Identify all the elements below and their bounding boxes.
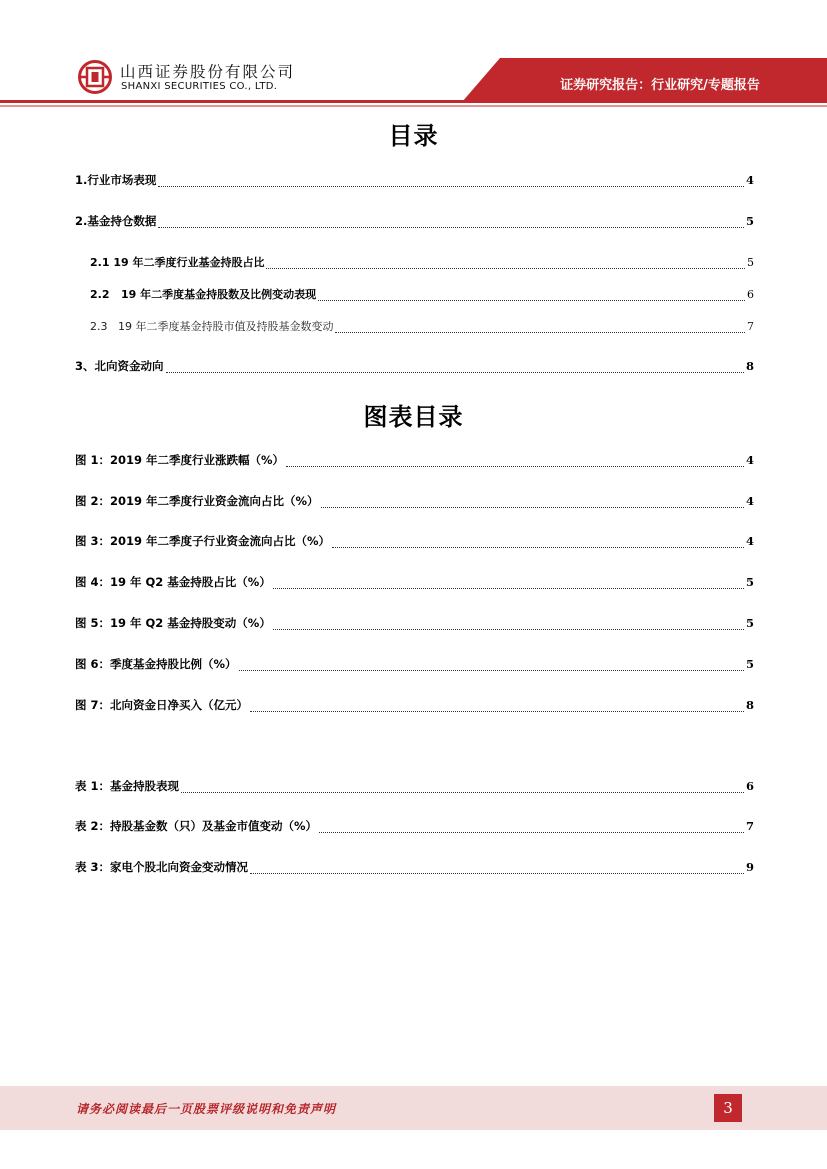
company-name-cn: 山西证券股份有限公司: [120, 63, 296, 81]
leader-dots: [332, 546, 744, 548]
figure-entry-page: 5: [745, 616, 754, 630]
figure-entry-label: 图 7：北向资金日净买入（亿元）: [75, 698, 249, 712]
table-entry-label: 表 3：家电个股北向资金变动情况: [75, 860, 249, 874]
figures-toc-title: 图表目录: [363, 403, 464, 431]
toc-entry-page: 4: [745, 173, 754, 187]
toc-entry-page: 6: [747, 288, 754, 301]
company-logo: [78, 60, 112, 94]
leader-dots: [266, 267, 745, 269]
table-entry[interactable]: [75, 818, 754, 836]
table-entry-page: 6: [745, 779, 754, 793]
page-number: 3: [714, 1094, 742, 1122]
leader-dots: [318, 299, 745, 301]
toc-entry-label: 2.3 19 年二季度基金持股市值及持股基金数变动: [90, 320, 334, 333]
figure-entry-page: 5: [745, 657, 754, 671]
toc-entry-label: 1.行业市场表现: [75, 173, 157, 187]
leader-dots: [335, 331, 745, 333]
leader-dots: [158, 185, 744, 187]
header-banner: [0, 0, 827, 110]
toc-entry[interactable]: [90, 254, 754, 272]
table-entry-label: 表 2：持股基金数（只）及基金市值变动（%）: [75, 819, 318, 833]
toc-entry[interactable]: [90, 286, 754, 304]
company-name-en: SHANXI SECURITIES CO., LTD.: [121, 81, 278, 92]
leader-dots: [286, 465, 744, 467]
figure-entry[interactable]: [75, 452, 754, 470]
figure-entry-page: 4: [745, 534, 754, 548]
leader-dots: [321, 506, 744, 508]
toc-entry-page: 7: [747, 320, 754, 333]
figure-entry-page: 8: [745, 698, 754, 712]
figure-entry-label: 图 4：19 年 Q2 基金持股占比（%）: [75, 575, 271, 589]
figure-entry[interactable]: [75, 533, 754, 551]
toc-entry-label: 2.1 19 年二季度行业基金持股占比: [90, 256, 265, 269]
figure-entry-page: 5: [745, 575, 754, 589]
table-entry-page: 9: [745, 860, 754, 874]
table-entry[interactable]: [75, 859, 754, 877]
report-type-label: 证券研究报告：行业研究/专题报告: [560, 78, 760, 93]
toc-entry[interactable]: [90, 318, 754, 336]
figure-entry-label: 图 2：2019 年二季度行业资金流向占比（%）: [75, 494, 319, 508]
leader-dots: [250, 872, 744, 874]
toc-entry[interactable]: [75, 213, 754, 231]
toc-entry-page: 5: [745, 214, 754, 228]
toc-entry-label: 2.基金持仓数据: [75, 214, 157, 228]
toc-entry[interactable]: [75, 358, 754, 376]
figure-entry-label: 图 6：季度基金持股比例（%）: [75, 657, 237, 671]
figure-entry-label: 图 3：2019 年二季度子行业资金流向占比（%）: [75, 534, 331, 548]
leader-dots: [273, 628, 744, 630]
figure-entry-page: 4: [745, 453, 754, 467]
figure-entry-page: 4: [745, 494, 754, 508]
toc-entry-page: 8: [745, 359, 754, 373]
figure-entry[interactable]: [75, 574, 754, 592]
figure-entry[interactable]: [75, 656, 754, 674]
leader-dots: [181, 791, 744, 793]
figure-entry-label: 图 1：2019 年二季度行业涨跌幅（%）: [75, 453, 285, 467]
figure-entry[interactable]: [75, 615, 754, 633]
leader-dots: [250, 710, 744, 712]
table-entry-page: 7: [745, 819, 754, 833]
page-header: [0, 0, 827, 110]
leader-dots: [166, 371, 744, 373]
figure-entry[interactable]: [75, 493, 754, 511]
leader-dots: [239, 669, 744, 671]
toc-title: 目录: [388, 122, 439, 150]
leader-dots: [158, 226, 744, 228]
table-entry-label: 表 1：基金持股表现: [75, 779, 180, 793]
figure-entry[interactable]: [75, 697, 754, 715]
toc-entry-label: 2.2 19 年二季度基金持股数及比例变动表现: [90, 288, 317, 301]
toc-entry-label: 3、北向资金动向: [75, 359, 164, 373]
table-entry[interactable]: [75, 778, 754, 796]
leader-dots: [273, 587, 744, 589]
toc-entry-page: 5: [747, 256, 754, 269]
figure-entry-label: 图 5：19 年 Q2 基金持股变动（%）: [75, 616, 271, 630]
leader-dots: [319, 831, 744, 833]
disclaimer-notice: 请务必阅读最后一页股票评级说明和免责声明: [76, 1102, 337, 1116]
toc-entry[interactable]: [75, 172, 754, 190]
